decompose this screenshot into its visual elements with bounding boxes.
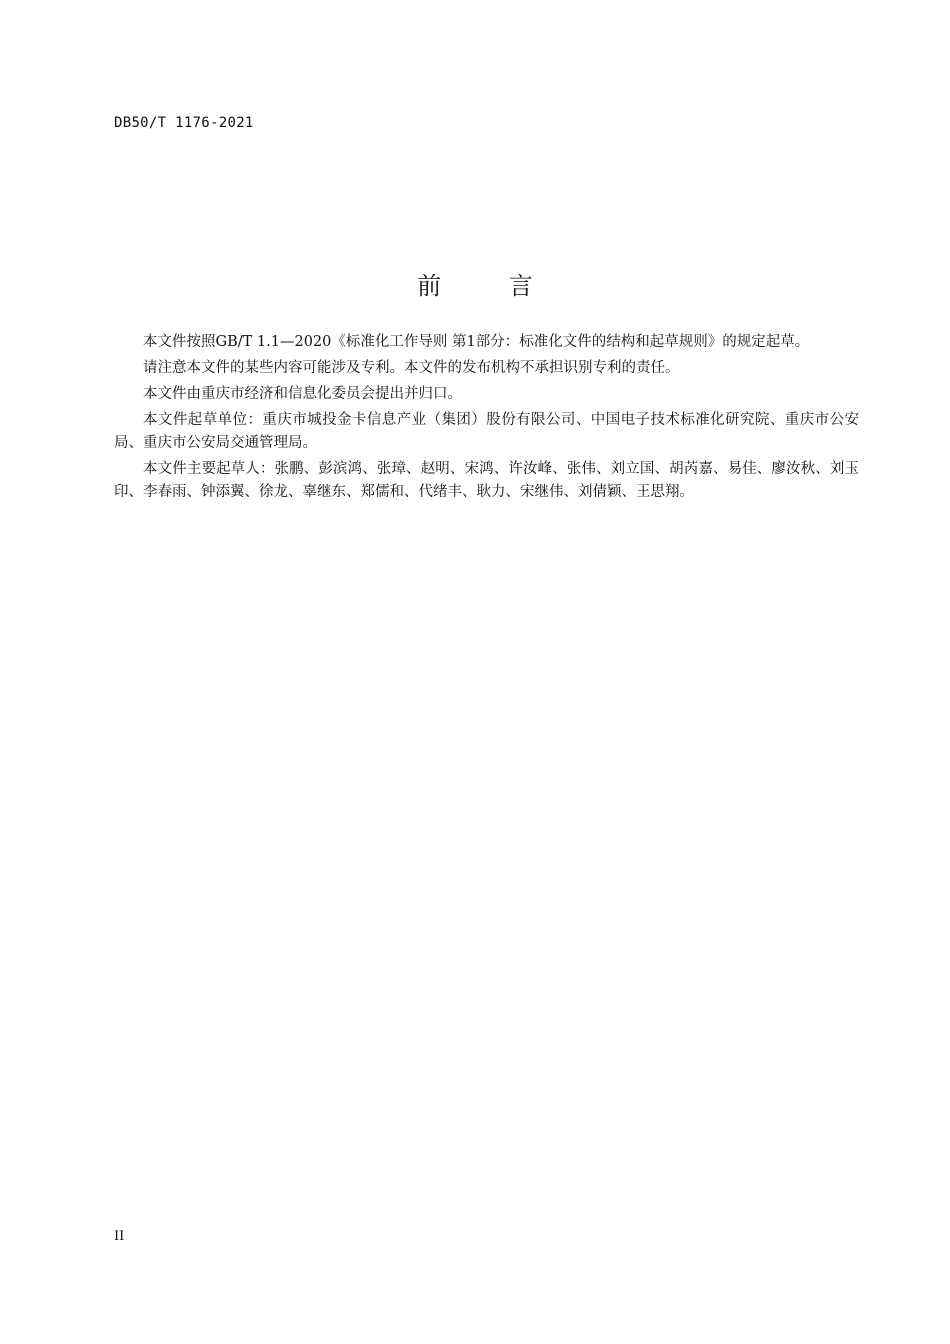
paragraph-drafters: 本文件主要起草人：张鹏、彭滨鸿、张璋、赵明、宋鸿、许汝峰、张伟、刘立国、胡芮嘉、易佳、廖汝秋、刘玉印、李春雨、钟添翼、徐龙、辜继东、郑儒和、代绪丰、耿力、宋继伟、刘倩颖、王思翔。 <box>114 461 859 500</box>
paragraph-drafting-units: 本文件起草单位：重庆市城投金卡信息产业（集团）股份有限公司、中国电子技术标准化研究院、重庆市公安局、重庆市公安局交通管理局。 <box>114 412 859 451</box>
paragraph-proposer: 本文件由重庆市经济和信息化委员会提出并归口。 <box>143 386 462 402</box>
paragraph-patent-notice: 请注意本文件的某些内容可能涉及专利。本文件的发布机构不承担识别专利的责任。 <box>143 360 680 376</box>
page-title: 前 言 <box>417 272 563 300</box>
foreword-body <box>114 331 859 507</box>
paragraph-drafting-rules: 本文件按照GB/T 1.1—2020《标准化工作导则 第1部分：标准化文件的结构和起草规则》的规定起草。 <box>143 334 810 350</box>
standard-code: DB50/T 1176-2021 <box>114 115 254 131</box>
page-number: II <box>114 1229 125 1244</box>
